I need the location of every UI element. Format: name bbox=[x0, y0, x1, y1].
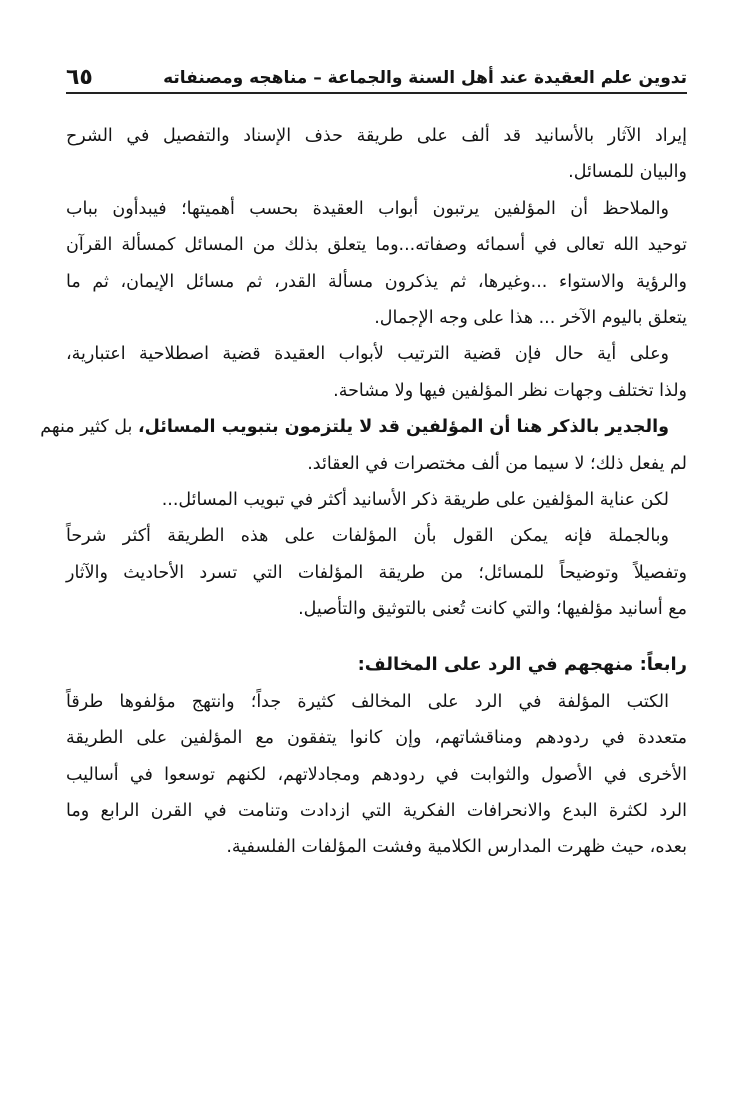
section-heading: رابعاً: منهجهم في الرد على المخالف: bbox=[357, 654, 687, 676]
text-line: إيراد الآثار بالأسانيد قد ألف على طريقة حذف الإسناد والتفصيل في الشرح bbox=[66, 126, 687, 146]
text-line: يتعلق باليوم الآخر ... هذا على وجه الإجمال. bbox=[374, 307, 687, 328]
text-line: بعده، حيث ظهرت المدارس الكلامية وفشت المؤلفات الفلسفية. bbox=[226, 837, 687, 858]
text-line bbox=[40, 409, 687, 445]
text-line: وبالجملة فإنه يمكن القول بأن المؤلفات على هذه الطريقة أكثر شرحاً bbox=[66, 526, 669, 547]
text-line: وتفصيلاً وتوضيحاً للمسائل؛ من طريقة المؤلفات التي تسرد الأحاديث والآثار bbox=[66, 562, 687, 583]
running-header bbox=[66, 56, 687, 90]
paragraph bbox=[40, 409, 687, 482]
header-rule bbox=[66, 92, 687, 94]
text-line: والملاحظ أن المؤلفين يرتبون أبواب العقيدة بحسب أهميتها؛ فيبدأون بباب bbox=[66, 198, 669, 219]
bold-emphasis: والجدير بالذكر هنا أن المؤلفين قد لا يلتزمون بتبويب المسائل، bbox=[138, 417, 669, 438]
paragraph bbox=[66, 118, 687, 191]
text-line: الرد لكثرة البدع والانحرافات الفكرية التي ازدادت وتنامت في القرن الرابع وما bbox=[66, 801, 687, 822]
body-text bbox=[40, 118, 687, 866]
text-line: توحيد الله تعالى في أسمائه وصفاته...وما يتعلق بذلك من المسائل كمسألة القرآن bbox=[66, 235, 687, 256]
paragraph bbox=[66, 482, 687, 518]
page-number: ٦٥ bbox=[66, 65, 93, 90]
text-line: ولذا تختلف وجهات نظر المؤلفين فيها ولا مشاحة. bbox=[333, 380, 687, 401]
text-line: والبيان للمسائل. bbox=[568, 162, 687, 183]
text-line: الأخرى في الأصول والثوابت في ردودهم ومجادلاتهم، لكنهم توسعوا في أساليب bbox=[66, 764, 687, 785]
text-line: لم يفعل ذلك؛ لا سيما من ألف مختصرات في العقائد. bbox=[307, 453, 687, 474]
text-line: وعلى أية حال فإن قضية الترتيب لأبواب العقيدة قضية اصطلاحية اعتبارية، bbox=[66, 344, 669, 365]
header-title: تدوين علم العقيدة عند أهل السنة والجماعة – مناهجه ومصنفاته bbox=[163, 68, 687, 88]
paragraph bbox=[66, 191, 687, 337]
section-gap bbox=[66, 627, 687, 647]
paragraph bbox=[66, 684, 687, 866]
text-line: والرؤية والاستواء ...وغيرها، ثم يذكرون مسألة القدر، ثم مسائل الإيمان، ثم ما bbox=[66, 271, 687, 292]
text-line: مع أسانيد مؤلفيها؛ والتي كانت تُعنى بالتوثيق والتأصيل. bbox=[298, 599, 687, 620]
text-line: متعددة في ردودهم ومناقشاتهم، وإن كانوا يتفقون مع المؤلفين على الطريقة bbox=[66, 728, 687, 749]
paragraph bbox=[66, 336, 687, 409]
text-run: بل كثير منهم bbox=[40, 417, 138, 438]
text-line: الكتب المؤلفة في الرد على المخالف كثيرة جداً؛ وانتهج مؤلفوها طرقاً bbox=[66, 691, 669, 712]
text-line: لكن عناية المؤلفين على طريقة ذكر الأسانيد أكثر في تبويب المسائل... bbox=[161, 489, 669, 510]
paragraph bbox=[66, 518, 687, 627]
